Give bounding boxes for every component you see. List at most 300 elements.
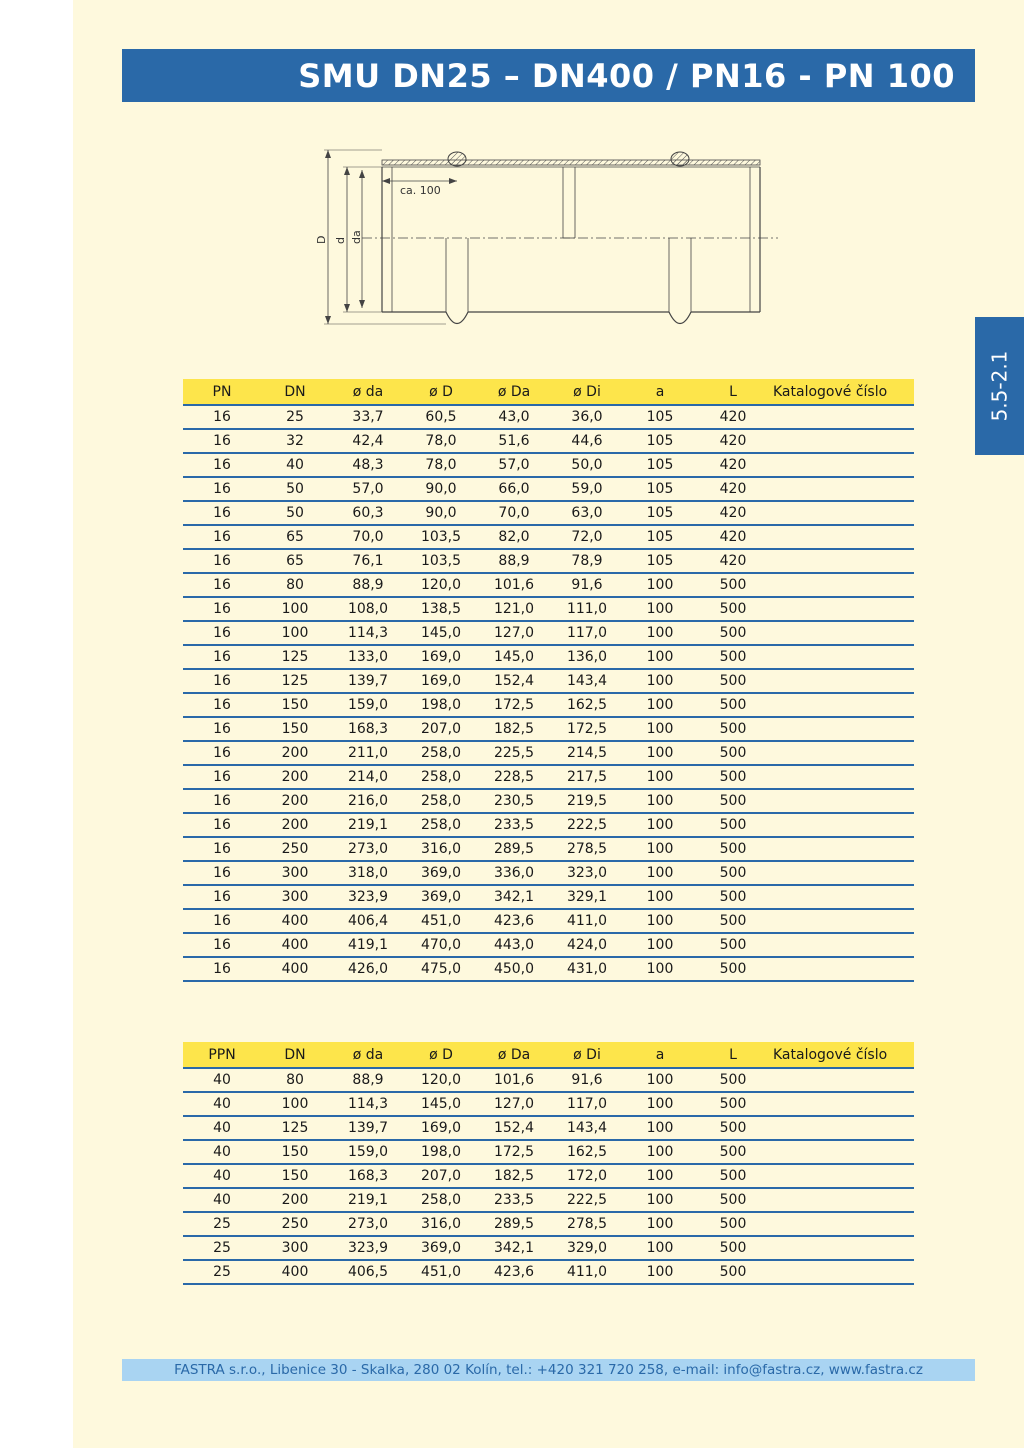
table-cell [767,861,914,885]
table-cell: 228,5 [475,765,553,789]
table-cell: 145,0 [407,621,475,645]
table-cell: 16 [183,453,261,477]
table-cell: 250 [261,1212,329,1236]
table-cell: 100 [621,669,699,693]
table-cell: 127,0 [475,621,553,645]
table-cell: 214,5 [553,741,621,765]
table-cell: 172,5 [475,1140,553,1164]
table-cell: 100 [621,933,699,957]
table-cell: 40 [183,1116,261,1140]
table-cell: 91,6 [553,1068,621,1092]
table-cell: 100 [621,1092,699,1116]
table-cell: 219,5 [553,789,621,813]
table-cell: 150 [261,693,329,717]
table-cell: 172,5 [475,693,553,717]
table-cell: 150 [261,1140,329,1164]
table-cell: 16 [183,861,261,885]
table-cell: 323,0 [553,861,621,885]
table-row [183,669,914,693]
table-cell: 500 [699,717,767,741]
table-row [183,837,914,861]
table-cell: 100 [621,813,699,837]
table-row [183,549,914,573]
table-row [183,789,914,813]
table-cell: 25 [183,1260,261,1284]
table-cell: 101,6 [475,573,553,597]
table-cell: 111,0 [553,597,621,621]
table-row [183,1068,914,1092]
table-cell: 138,5 [407,597,475,621]
table-cell: 159,0 [329,693,407,717]
table-cell: 78,0 [407,453,475,477]
column-header: ø da [329,379,407,405]
table-cell: 200 [261,789,329,813]
table-cell: 100 [621,861,699,885]
table-cell: 500 [699,1236,767,1260]
table-cell: 125 [261,1116,329,1140]
table-cell [767,741,914,765]
table-cell: 32 [261,429,329,453]
table-cell: 329,1 [553,885,621,909]
table-cell: 500 [699,741,767,765]
table-cell: 500 [699,837,767,861]
column-header: ø da [329,1042,407,1068]
table-cell: 289,5 [475,837,553,861]
table-cell: 406,5 [329,1260,407,1284]
table-cell: 125 [261,669,329,693]
table-cell: 300 [261,885,329,909]
table-cell: 182,5 [475,1164,553,1188]
table-cell: 100 [621,741,699,765]
table-cell [767,933,914,957]
table-cell: 76,1 [329,549,407,573]
table-cell: 105 [621,453,699,477]
table-cell: 40 [183,1092,261,1116]
footer-contact: FASTRA s.r.o., Libenice 30 - Skalka, 280 02 Kolín, tel.: +420 321 720 258, e-mail: info@fastra.cz, www.fastra.cz [122,1359,975,1381]
table-cell: 200 [261,1188,329,1212]
column-header: a [621,379,699,405]
table-cell: 470,0 [407,933,475,957]
dim-D-label: D [315,235,328,244]
table-cell: 59,0 [553,477,621,501]
table-cell: 70,0 [329,525,407,549]
table-cell: 16 [183,597,261,621]
table-cell: 500 [699,1188,767,1212]
column-header: Katalogové číslo [767,1042,914,1068]
table-cell: 207,0 [407,717,475,741]
table-cell: 423,6 [475,909,553,933]
table-cell: 57,0 [475,453,553,477]
table-row [183,1188,914,1212]
table-cell: 420 [699,477,767,501]
table-cell: 200 [261,765,329,789]
table-cell: 105 [621,477,699,501]
table-cell: 51,6 [475,429,553,453]
table-row [183,909,914,933]
table-cell: 100 [621,693,699,717]
spec-table-ppn [183,1042,914,1285]
table-cell: 105 [621,429,699,453]
table-cell: 500 [699,933,767,957]
table-cell: 369,0 [407,1236,475,1260]
table-cell: 500 [699,957,767,981]
table-cell: 42,4 [329,429,407,453]
table-cell: 420 [699,429,767,453]
table-row [183,1092,914,1116]
table-cell [767,957,914,981]
table-cell: 198,0 [407,1140,475,1164]
table-cell: 406,4 [329,909,407,933]
table-cell: 169,0 [407,669,475,693]
table-cell: 80 [261,1068,329,1092]
table-cell [767,429,914,453]
table-cell [767,549,914,573]
table-cell [767,1188,914,1212]
table-cell: 500 [699,621,767,645]
table-cell: 91,6 [553,573,621,597]
table-cell: 420 [699,525,767,549]
table-cell: 219,1 [329,813,407,837]
table-cell: 500 [699,885,767,909]
table-cell: 336,0 [475,861,553,885]
table-cell: 100 [621,957,699,981]
table-cell: 90,0 [407,501,475,525]
table-cell: 65 [261,525,329,549]
table-cell: 300 [261,1236,329,1260]
column-header: DN [261,379,329,405]
table-cell: 33,7 [329,405,407,429]
table-cell: 100 [621,597,699,621]
table-cell: 278,5 [553,1212,621,1236]
table-row [183,429,914,453]
table-cell: 72,0 [553,525,621,549]
table-cell: 100 [621,1140,699,1164]
table-cell: 105 [621,405,699,429]
section-tab-label: 5.5-2.1 [987,350,1012,422]
table-cell: 162,5 [553,1140,621,1164]
table-cell: 16 [183,741,261,765]
table-cell: 120,0 [407,1068,475,1092]
table-cell: 100 [621,1164,699,1188]
table-cell: 16 [183,549,261,573]
table-cell: 500 [699,1116,767,1140]
table-row [183,1236,914,1260]
table-cell: 273,0 [329,837,407,861]
table-cell: 162,5 [553,693,621,717]
table-cell: 43,0 [475,405,553,429]
table-cell: 16 [183,573,261,597]
dim-d-label: d [334,237,347,244]
table-row [183,573,914,597]
table-cell: 16 [183,933,261,957]
table-row [183,741,914,765]
table-cell: 500 [699,1164,767,1188]
table-cell: 40 [183,1188,261,1212]
table-cell: 316,0 [407,837,475,861]
table-row [183,957,914,981]
table-cell: 258,0 [407,765,475,789]
table-cell: 500 [699,645,767,669]
table-cell [767,525,914,549]
table-cell: 411,0 [553,1260,621,1284]
table-cell: 100 [621,1236,699,1260]
table-cell: 420 [699,405,767,429]
table-cell: 500 [699,1212,767,1236]
table-cell: 16 [183,957,261,981]
column-header: ø Da [475,379,553,405]
column-header: DN [261,1042,329,1068]
column-header: L [699,1042,767,1068]
table-cell: 65 [261,549,329,573]
table-cell: 400 [261,957,329,981]
table-row [183,477,914,501]
table-cell [767,597,914,621]
table-row [183,621,914,645]
table-cell: 222,5 [553,1188,621,1212]
table-cell: 207,0 [407,1164,475,1188]
table-cell: 500 [699,573,767,597]
column-header: ø D [407,1042,475,1068]
table-cell: 211,0 [329,741,407,765]
dim-da-label: da [350,230,363,244]
table-cell: 50 [261,501,329,525]
table-cell: 88,9 [475,549,553,573]
table-cell: 342,1 [475,885,553,909]
table-cell: 169,0 [407,645,475,669]
table-cell: 16 [183,501,261,525]
table-cell: 90,0 [407,477,475,501]
table-cell: 60,5 [407,405,475,429]
table-cell: 88,9 [329,573,407,597]
table-cell: 16 [183,837,261,861]
table-cell: 250 [261,837,329,861]
table-cell: 25 [261,405,329,429]
table-cell: 258,0 [407,741,475,765]
column-header: ø Di [553,1042,621,1068]
table-cell: 121,0 [475,597,553,621]
table-cell: 172,5 [553,717,621,741]
table-cell: 127,0 [475,1092,553,1116]
table-cell: 120,0 [407,573,475,597]
table-cell: 16 [183,429,261,453]
table-cell: 198,0 [407,693,475,717]
table-cell [767,789,914,813]
table-cell: 258,0 [407,789,475,813]
table-cell: 216,0 [329,789,407,813]
table-cell: 369,0 [407,885,475,909]
table-cell: 500 [699,765,767,789]
table-cell: 25 [183,1212,261,1236]
table-row [183,933,914,957]
table-cell: 219,1 [329,1188,407,1212]
column-header: PPN [183,1042,261,1068]
table-cell: 100 [261,1092,329,1116]
table-cell: 431,0 [553,957,621,981]
table-row [183,813,914,837]
table-cell [767,645,914,669]
table-cell: 318,0 [329,861,407,885]
table-cell: 230,5 [475,789,553,813]
column-header: ø Da [475,1042,553,1068]
table-cell: 100 [621,909,699,933]
table-cell: 133,0 [329,645,407,669]
table-cell: 40 [261,453,329,477]
table-cell: 70,0 [475,501,553,525]
column-header: ø Di [553,379,621,405]
table-cell: 16 [183,525,261,549]
table-header-row [183,379,914,405]
table-cell: 451,0 [407,1260,475,1284]
table-cell: 103,5 [407,525,475,549]
table-row [183,765,914,789]
table-cell: 475,0 [407,957,475,981]
spec-table-pn [183,379,914,982]
table-cell: 145,0 [475,645,553,669]
table-cell: 136,0 [553,645,621,669]
table-cell: 273,0 [329,1212,407,1236]
table-row [183,1140,914,1164]
table-cell: 233,5 [475,1188,553,1212]
table-cell: 78,9 [553,549,621,573]
table-cell: 105 [621,549,699,573]
table-cell: 16 [183,477,261,501]
table-cell: 40 [183,1164,261,1188]
table-cell: 100 [621,621,699,645]
table-cell [767,837,914,861]
table-cell [767,453,914,477]
table-cell: 16 [183,885,261,909]
table-cell: 117,0 [553,1092,621,1116]
table-row [183,1212,914,1236]
table-cell: 400 [261,933,329,957]
table-row [183,405,914,429]
table-cell: 168,3 [329,1164,407,1188]
table-cell [767,1212,914,1236]
table-cell: 16 [183,909,261,933]
table-cell [767,693,914,717]
table-cell: 152,4 [475,1116,553,1140]
table-cell [767,885,914,909]
column-header: L [699,379,767,405]
table-cell: 424,0 [553,933,621,957]
table-row [183,861,914,885]
table-cell: 400 [261,909,329,933]
table-cell: 500 [699,1092,767,1116]
table-row [183,453,914,477]
table-cell: 500 [699,1260,767,1284]
table-cell [767,477,914,501]
table-cell: 143,4 [553,1116,621,1140]
table-row [183,693,914,717]
table-cell: 66,0 [475,477,553,501]
table-row [183,501,914,525]
table-cell: 500 [699,909,767,933]
table-cell: 323,9 [329,885,407,909]
table-cell: 50 [261,477,329,501]
table-cell: 450,0 [475,957,553,981]
table-cell [767,405,914,429]
table-cell [767,573,914,597]
table-cell: 278,5 [553,837,621,861]
table-cell: 57,0 [329,477,407,501]
table-cell: 40 [183,1068,261,1092]
table-cell: 289,5 [475,1212,553,1236]
table-cell: 100 [621,645,699,669]
table-cell: 419,1 [329,933,407,957]
table-cell: 16 [183,717,261,741]
table-cell: 500 [699,1068,767,1092]
table-cell: 114,3 [329,621,407,645]
table-cell: 150 [261,1164,329,1188]
table-cell: 40 [183,1140,261,1164]
column-header: PN [183,379,261,405]
table-cell: 500 [699,861,767,885]
table-cell: 50,0 [553,453,621,477]
table-cell: 500 [699,1140,767,1164]
table-cell: 411,0 [553,909,621,933]
table-cell: 172,0 [553,1164,621,1188]
table-cell [767,1116,914,1140]
title-bar [122,49,975,102]
table-cell: 100 [621,789,699,813]
table-cell: 100 [621,1260,699,1284]
table-cell: 125 [261,645,329,669]
table-cell: 426,0 [329,957,407,981]
table-cell [767,669,914,693]
table-cell: 217,5 [553,765,621,789]
column-header: ø D [407,379,475,405]
table-cell: 16 [183,645,261,669]
table-cell: 100 [621,1068,699,1092]
table-cell: 420 [699,453,767,477]
table-cell: 329,0 [553,1236,621,1260]
table-header-row [183,1042,914,1068]
table-cell [767,813,914,837]
table-cell [767,1236,914,1260]
sleeve-wall [382,160,760,165]
table-cell: 182,5 [475,717,553,741]
table-cell: 100 [621,765,699,789]
table-cell: 500 [699,789,767,813]
table-row [183,717,914,741]
table-cell: 100 [621,717,699,741]
table-cell: 16 [183,813,261,837]
table-row [183,885,914,909]
table-cell: 16 [183,765,261,789]
table-cell: 169,0 [407,1116,475,1140]
table-cell: 48,3 [329,453,407,477]
table-cell: 500 [699,693,767,717]
table-row [183,1260,914,1284]
table-cell: 369,0 [407,861,475,885]
table-cell: 105 [621,525,699,549]
table-cell: 114,3 [329,1092,407,1116]
table-cell [767,1092,914,1116]
table-cell: 143,4 [553,669,621,693]
table-cell: 63,0 [553,501,621,525]
table-cell: 100 [621,1116,699,1140]
table-cell: 100 [621,885,699,909]
page-title: SMU DN25 – DN400 / PN16 - PN 100 [298,56,955,95]
table-cell: 100 [261,597,329,621]
table-row [183,525,914,549]
table-cell: 168,3 [329,717,407,741]
table-cell: 150 [261,717,329,741]
table-cell: 108,0 [329,597,407,621]
table-cell [767,909,914,933]
table-cell: 316,0 [407,1212,475,1236]
table-cell: 500 [699,813,767,837]
